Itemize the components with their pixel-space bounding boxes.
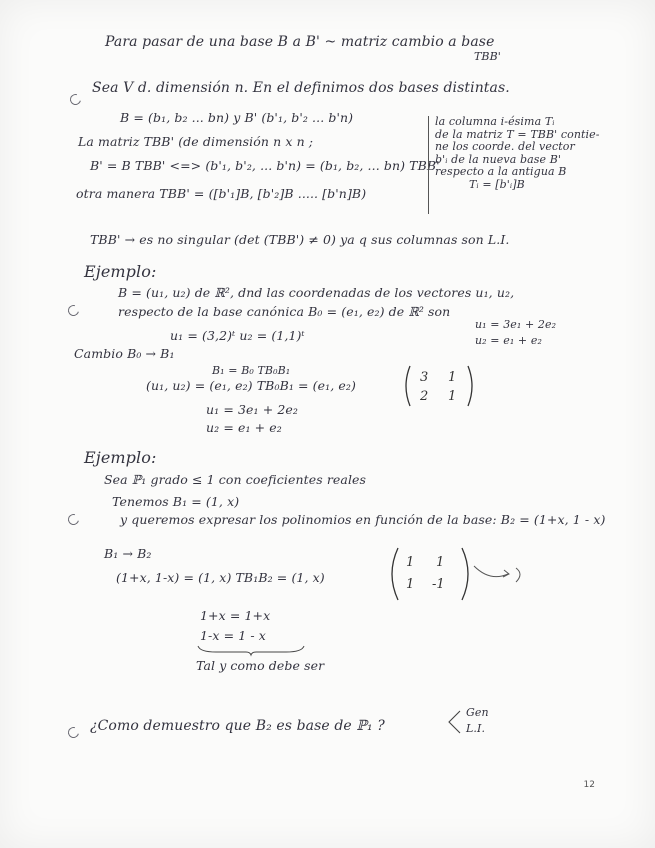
example1-basis-line: B = (u₁, u₂) de ℝ², dnd las coordenadas de los vectores u₁, u₂, [118,285,515,300]
u2-result: u₂ = e₁ + e₂ [206,420,282,435]
change-equation: (u₁, u₂) = (e₁, e₂) TB₀B₁ = (e₁, e₂) [146,378,357,393]
example2-change-heading: B₁ → B₂ [104,546,152,561]
example2-basis1-line: Tenemos B₁ = (1, x) [112,494,240,509]
matrix-tb1b2 [390,546,540,602]
example1-coords-line: u₁ = (3,2)ᵗ u₂ = (1,1)ᵗ [170,328,305,343]
example1-side-eq2: u₂ = e₁ + e₂ [475,334,542,347]
title-line: Para pasar de una base B a B' ~ matriz cambio a base [105,34,495,50]
nonsingular-line: TBB' → es no singular (det (TBB') ≠ 0) ya q sus columnas son L.I. [90,232,510,247]
example2-heading: Ejemplo: [84,448,157,467]
side-note-line: b'ᵢ de la nueva base B' [435,152,562,166]
matrix-cell: 1 [448,370,457,385]
example1-canonical-line: respecto de la base canónica B₀ = (e₁, e₂) de ℝ² son [118,304,451,319]
question-side-gen: Gen [466,706,489,719]
bases-line: B = (b₁, b₂ ... bn) y B' (b'₁, b'₂ ... b'n) [120,110,354,125]
binder-hole-1 [68,92,83,107]
u1-result: u₁ = 3e₁ + 2e₂ [206,402,299,417]
matrix-cell: 1 [436,555,445,570]
side-note-line: respecto a la antigua B [435,165,567,179]
check-line-1: 1+x = 1+x [200,608,271,623]
matrix-cell: 1 [406,555,415,570]
angle-bracket [446,708,464,736]
example2-equation: (1+x, 1-x) = (1, x) TB₁B₂ = (1, x) [116,570,325,585]
check-line-2: 1-x = 1 - x [200,628,266,643]
change-labels: B₁ = B₀ TB₀B₁ [212,364,291,377]
binder-hole-4 [66,725,81,740]
conclusion-line: Tal y como debe ser [196,658,325,673]
title-subscript: TBB' [474,50,501,63]
matrix-tb0b1 [404,364,474,408]
side-note [428,115,600,214]
matrix-cell: 3 [420,370,429,385]
definition-line: Sea V d. dimensión n. En el definimos dos bases distintas. [92,80,510,96]
binder-hole-2 [66,303,81,318]
binder-hole-3 [66,512,81,527]
example2-space-line: Sea ℙ₁ grado ≤ 1 con coeficientes reales [104,472,367,487]
page-number: 12 [583,780,595,790]
matrix-cell: 1 [406,577,415,592]
matrix-cell: -1 [432,577,445,592]
example2-basis2-line: y queremos expresar los polinomios en función de la base: B₂ = (1+x, 1 - x) [120,512,606,527]
side-note-line: de la matriz T = TBB' contie- [435,127,600,141]
other-way-line: otra manera TBB' = ([b'₁]B, [b'₂]B ..... [b'n]B) [76,186,367,201]
matrix-cell: 1 [448,389,457,404]
side-note-line: la columna i-ésima Tᵢ [435,115,555,128]
matrix-cell: 2 [420,389,429,404]
side-note-line: Tᵢ = [b'ᵢ]B [469,177,525,191]
side-note-line: ne los coorde. del vector [435,140,575,154]
underbrace [196,644,306,656]
matrix-intro-line: La matriz TBB' (de dimensión n x n ; [78,134,314,149]
curved-arrow-icon [474,566,508,577]
question-side-li: L.I. [466,722,486,735]
question-line: ¿Como demuestro que B₂ es base de ℙ₁ ? [90,718,385,734]
example1-heading: Ejemplo: [84,262,157,281]
example1-side-eq1: u₁ = 3e₁ + 2e₂ [475,318,557,331]
relation-line: B' = B TBB' <=> (b'₁, b'₂, ... b'n) = (b₁, b₂, ... bn) TBB' [90,158,440,173]
change-heading: Cambio B₀ → B₁ [74,346,175,361]
